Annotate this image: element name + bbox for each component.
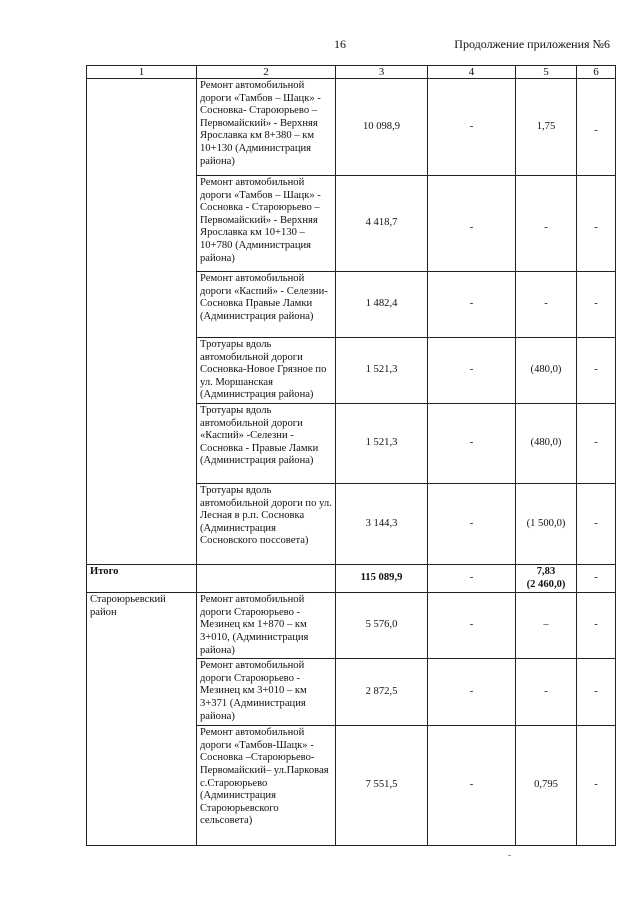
work-name: Ремонт автомобильной дороги «Тамбов – Шацк» - Сосновка - Староюрьево – Первомайский» - Верхняя Ярославка км 10+130 – 10+780 (Администрация района) (197, 176, 336, 272)
col5-value: (1 500,0) (516, 484, 577, 565)
work-name: Тротуары вдоль автомобильной дороги «Каспий» -Селезни - Сосновка - Правые Ламки (Администрация района) (197, 404, 336, 484)
col6-value: - (577, 272, 616, 338)
col4-value: - (428, 404, 516, 484)
col4-value: - (428, 659, 516, 726)
col5-value: 0,795 (516, 726, 577, 846)
col6-value: - (577, 484, 616, 565)
work-name: Тротуары вдоль автомобильной дороги по ул. Лесная в р.п. Сосновка (Администрация Сосновского поссовета) (197, 484, 336, 565)
work-name: Ремонт автомобильной дороги Староюрьево - Мезинец км 1+870 – км 3+010, (Администрация района) (197, 593, 336, 659)
page-number: 16 (334, 37, 346, 51)
work-name: Ремонт автомобильной дороги Староюрьево - Мезинец км 3+010 – км 3+371 (Администрация района) (197, 659, 336, 726)
col5-value: - (516, 272, 577, 338)
column-number: 6 (577, 66, 616, 79)
district-name: Староюрьевский район (87, 593, 197, 846)
col4-value: - (428, 338, 516, 404)
col6-value: - (577, 338, 616, 404)
column-number: 5 (516, 66, 577, 79)
total-col4: - (428, 565, 516, 593)
total-label: Итого (87, 565, 197, 593)
total-empty-cell (197, 565, 336, 593)
col5-value: - (516, 176, 577, 272)
col5-value: - (516, 659, 577, 726)
col4-value: - (428, 484, 516, 565)
amount: 10 098,9 (336, 79, 428, 176)
continuation-title: Продолжение приложения №6 (454, 37, 610, 51)
work-name: Тротуары вдоль автомобильной дороги Сосновка-Новое Грязное по ул. Моршанская (Администрация района) (197, 338, 336, 404)
col6-value: - (577, 726, 616, 846)
amount: 1 482,4 (336, 272, 428, 338)
amount: 7 551,5 (336, 726, 428, 846)
col4-value: - (428, 726, 516, 846)
amount: 3 144,3 (336, 484, 428, 565)
col6-value: - (577, 79, 616, 176)
table-row (87, 79, 616, 176)
work-name: Ремонт автомобильной дороги «Каспий» - Селезни-Сосновка Правые Ламки (Администрация района) (197, 272, 336, 338)
col6-value: - (577, 593, 616, 659)
col4-value: - (428, 272, 516, 338)
total-amount: 115 089,9 (336, 565, 428, 593)
column-number: 3 (336, 66, 428, 79)
amount: 2 872,5 (336, 659, 428, 726)
scan-speck (508, 855, 511, 856)
column-number-row (87, 66, 616, 79)
col4-value: - (428, 79, 516, 176)
col5-value: (480,0) (516, 338, 577, 404)
col5-value: 1,75 (516, 79, 577, 176)
amount: 5 576,0 (336, 593, 428, 659)
amount: 4 418,7 (336, 176, 428, 272)
total-row (87, 565, 616, 593)
col5-value: – (516, 593, 577, 659)
appendix-table (86, 65, 616, 846)
total-col5-line1: 7,83 (536, 566, 556, 577)
col4-value: - (428, 593, 516, 659)
amount: 1 521,3 (336, 404, 428, 484)
column-number: 2 (197, 66, 336, 79)
col6-value: - (577, 404, 616, 484)
work-name: Ремонт автомобильной дороги «Тамбов-Шацк» - Сосновка –Староюрьево- Первомайский– ул.Парковая с.Староюрьево (Администрация Староюрьевского сельсовета) (197, 726, 336, 846)
column-number: 4 (428, 66, 516, 79)
total-col5 (516, 565, 577, 593)
work-name: Ремонт автомобильной дороги «Тамбов – Шацк» - Сосновка- Староюрьево – Первомайский» - Верхняя Ярославка км 8+380 – км 10+130 (Администрация района) (197, 79, 336, 176)
col6-value: - (577, 659, 616, 726)
district-cell-empty (87, 79, 197, 565)
total-col6: - (577, 565, 616, 593)
col6-value: - (577, 176, 616, 272)
col5-value: (480,0) (516, 404, 577, 484)
table-row (87, 593, 616, 659)
amount: 1 521,3 (336, 338, 428, 404)
column-number: 1 (87, 66, 197, 79)
total-col5-line2: (2 460,0) (526, 578, 566, 590)
col4-value: - (428, 176, 516, 272)
